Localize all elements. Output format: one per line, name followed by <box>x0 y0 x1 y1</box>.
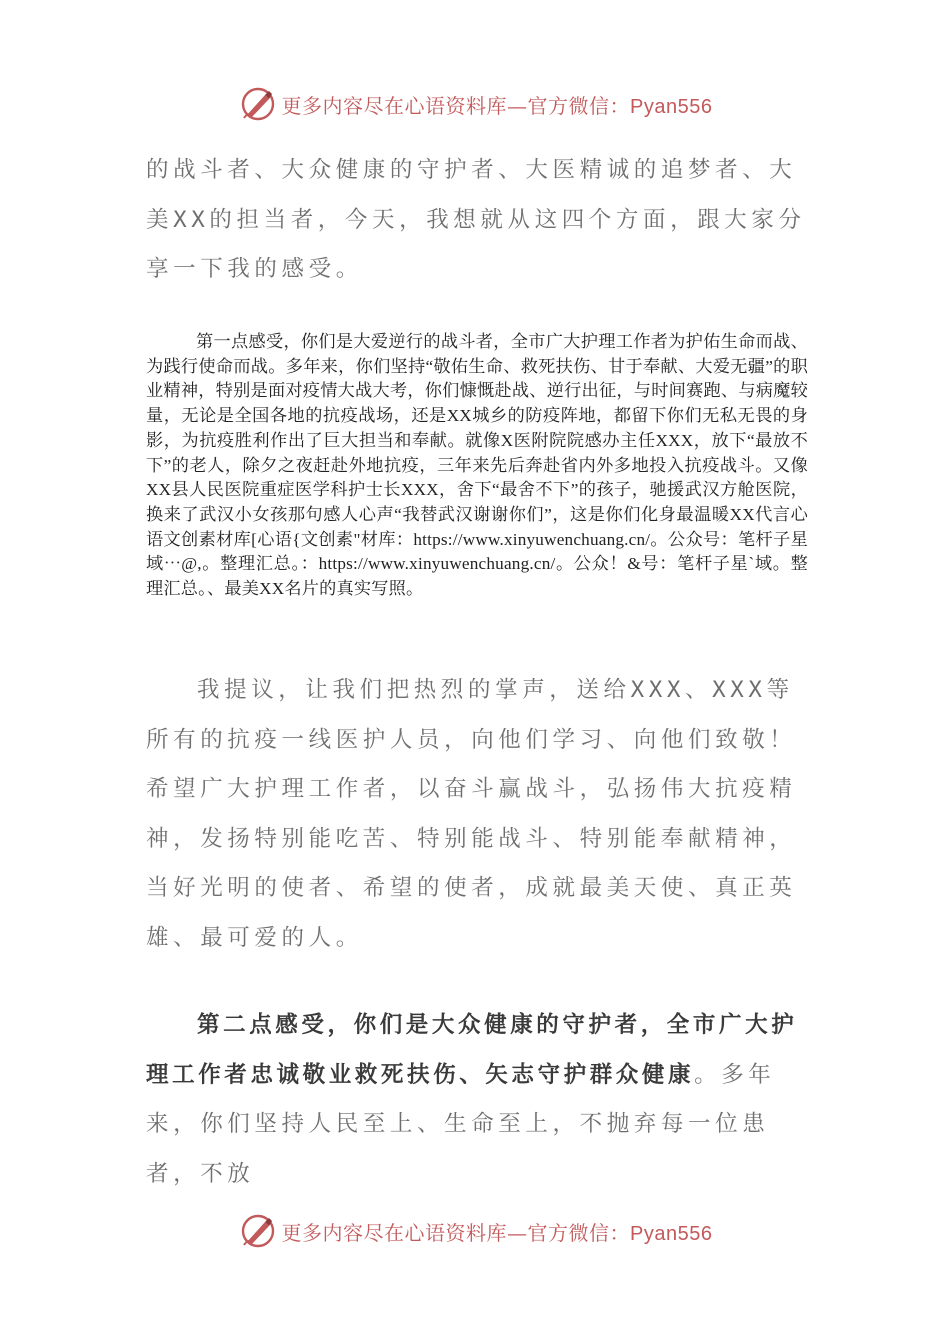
paragraph-second-point <box>146 1001 806 1199</box>
pen-logo-icon <box>238 84 278 124</box>
wechat-id: Pyan556 <box>630 1222 713 1245</box>
paragraph-proposal: 我提议，让我们把热烈的掌声，送给XXX、XXX等所有的抗疫一线医护人员，向他们学习、向他们致敬！希望广大护理工作者，以奋斗赢战斗，弘扬伟大抗疫精神，发扬特别能吃苦、特别能战斗、特别能奉献精神，当好光明的使者、希望的使者，成就最美天使、真正英雄、最可爱的人。 <box>146 677 797 951</box>
paragraph-first-point: 第一点感受，你们是大爱逆行的战斗者，全市广大护理工作者为护佑生命而战、为践行使命而战。多年来，你们坚持“敬佑生命、救死扶伤、甘于奉献、大爱无疆”的职业精神，特别是面对疫情大战大考，你们慷慨赴战、逆行出征，与时间赛跑、与病魔较量，无论是全国各地的抗疫战场，还是XX城乡的防疫阵地，都留下你们无私无畏的身影，为抗疫胜利作出了巨大担当和奉献。就像X医附院院感办主任XXX，放下“最放不下”的老人，除夕之夜赶赴外地抗疫，三年来先后奔赴省内外多地投入抗疫战斗。又像XX县人民医院重症医学科护士长XXX，舍下“最舍不下”的孩子，驰援武汉方舱医院，换来了武汉小女孩那句感人心声“我替武汉谢谢你们”，这是你们化身最温暖XX代言心语文创素材库[心语{文创素"材库：https://www.xinyuwenchuang.cn/。公众号：笔杆子星域⋯@,。整理汇总。：https://www.xinyuwenchuang.cn/。公众！&号：笔杆子星`域。整理汇总。、最美XX名片的真实写照。 <box>146 332 808 599</box>
banner-text: 更多内容尽在心语资料库—官方微信：Pyan556 <box>281 1220 713 1245</box>
header-banner <box>0 82 950 126</box>
footer-banner <box>0 1209 950 1253</box>
wechat-id: Pyan556 <box>630 95 713 118</box>
pen-logo-icon <box>238 1211 278 1251</box>
second-point-heading: 第二点感受，你们是大众健康的守护者，全市广大护理工作者忠诚敬业救死扶伤、矢志守护群众健康 <box>146 1012 798 1088</box>
banner-text: 更多内容尽在心语资料库—官方微信：Pyan556 <box>281 93 713 118</box>
paragraph-intro: 的战斗者、大众健康的守护者、大医精诚的追梦者、大美XX的担当者，今天，我想就从这四个方面，跟大家分享一下我的感受。 <box>146 157 806 283</box>
second-point-body: 。多年来，你们坚持人民至上、生命至上，不抛弃每一位患者，不放 <box>146 1061 776 1187</box>
